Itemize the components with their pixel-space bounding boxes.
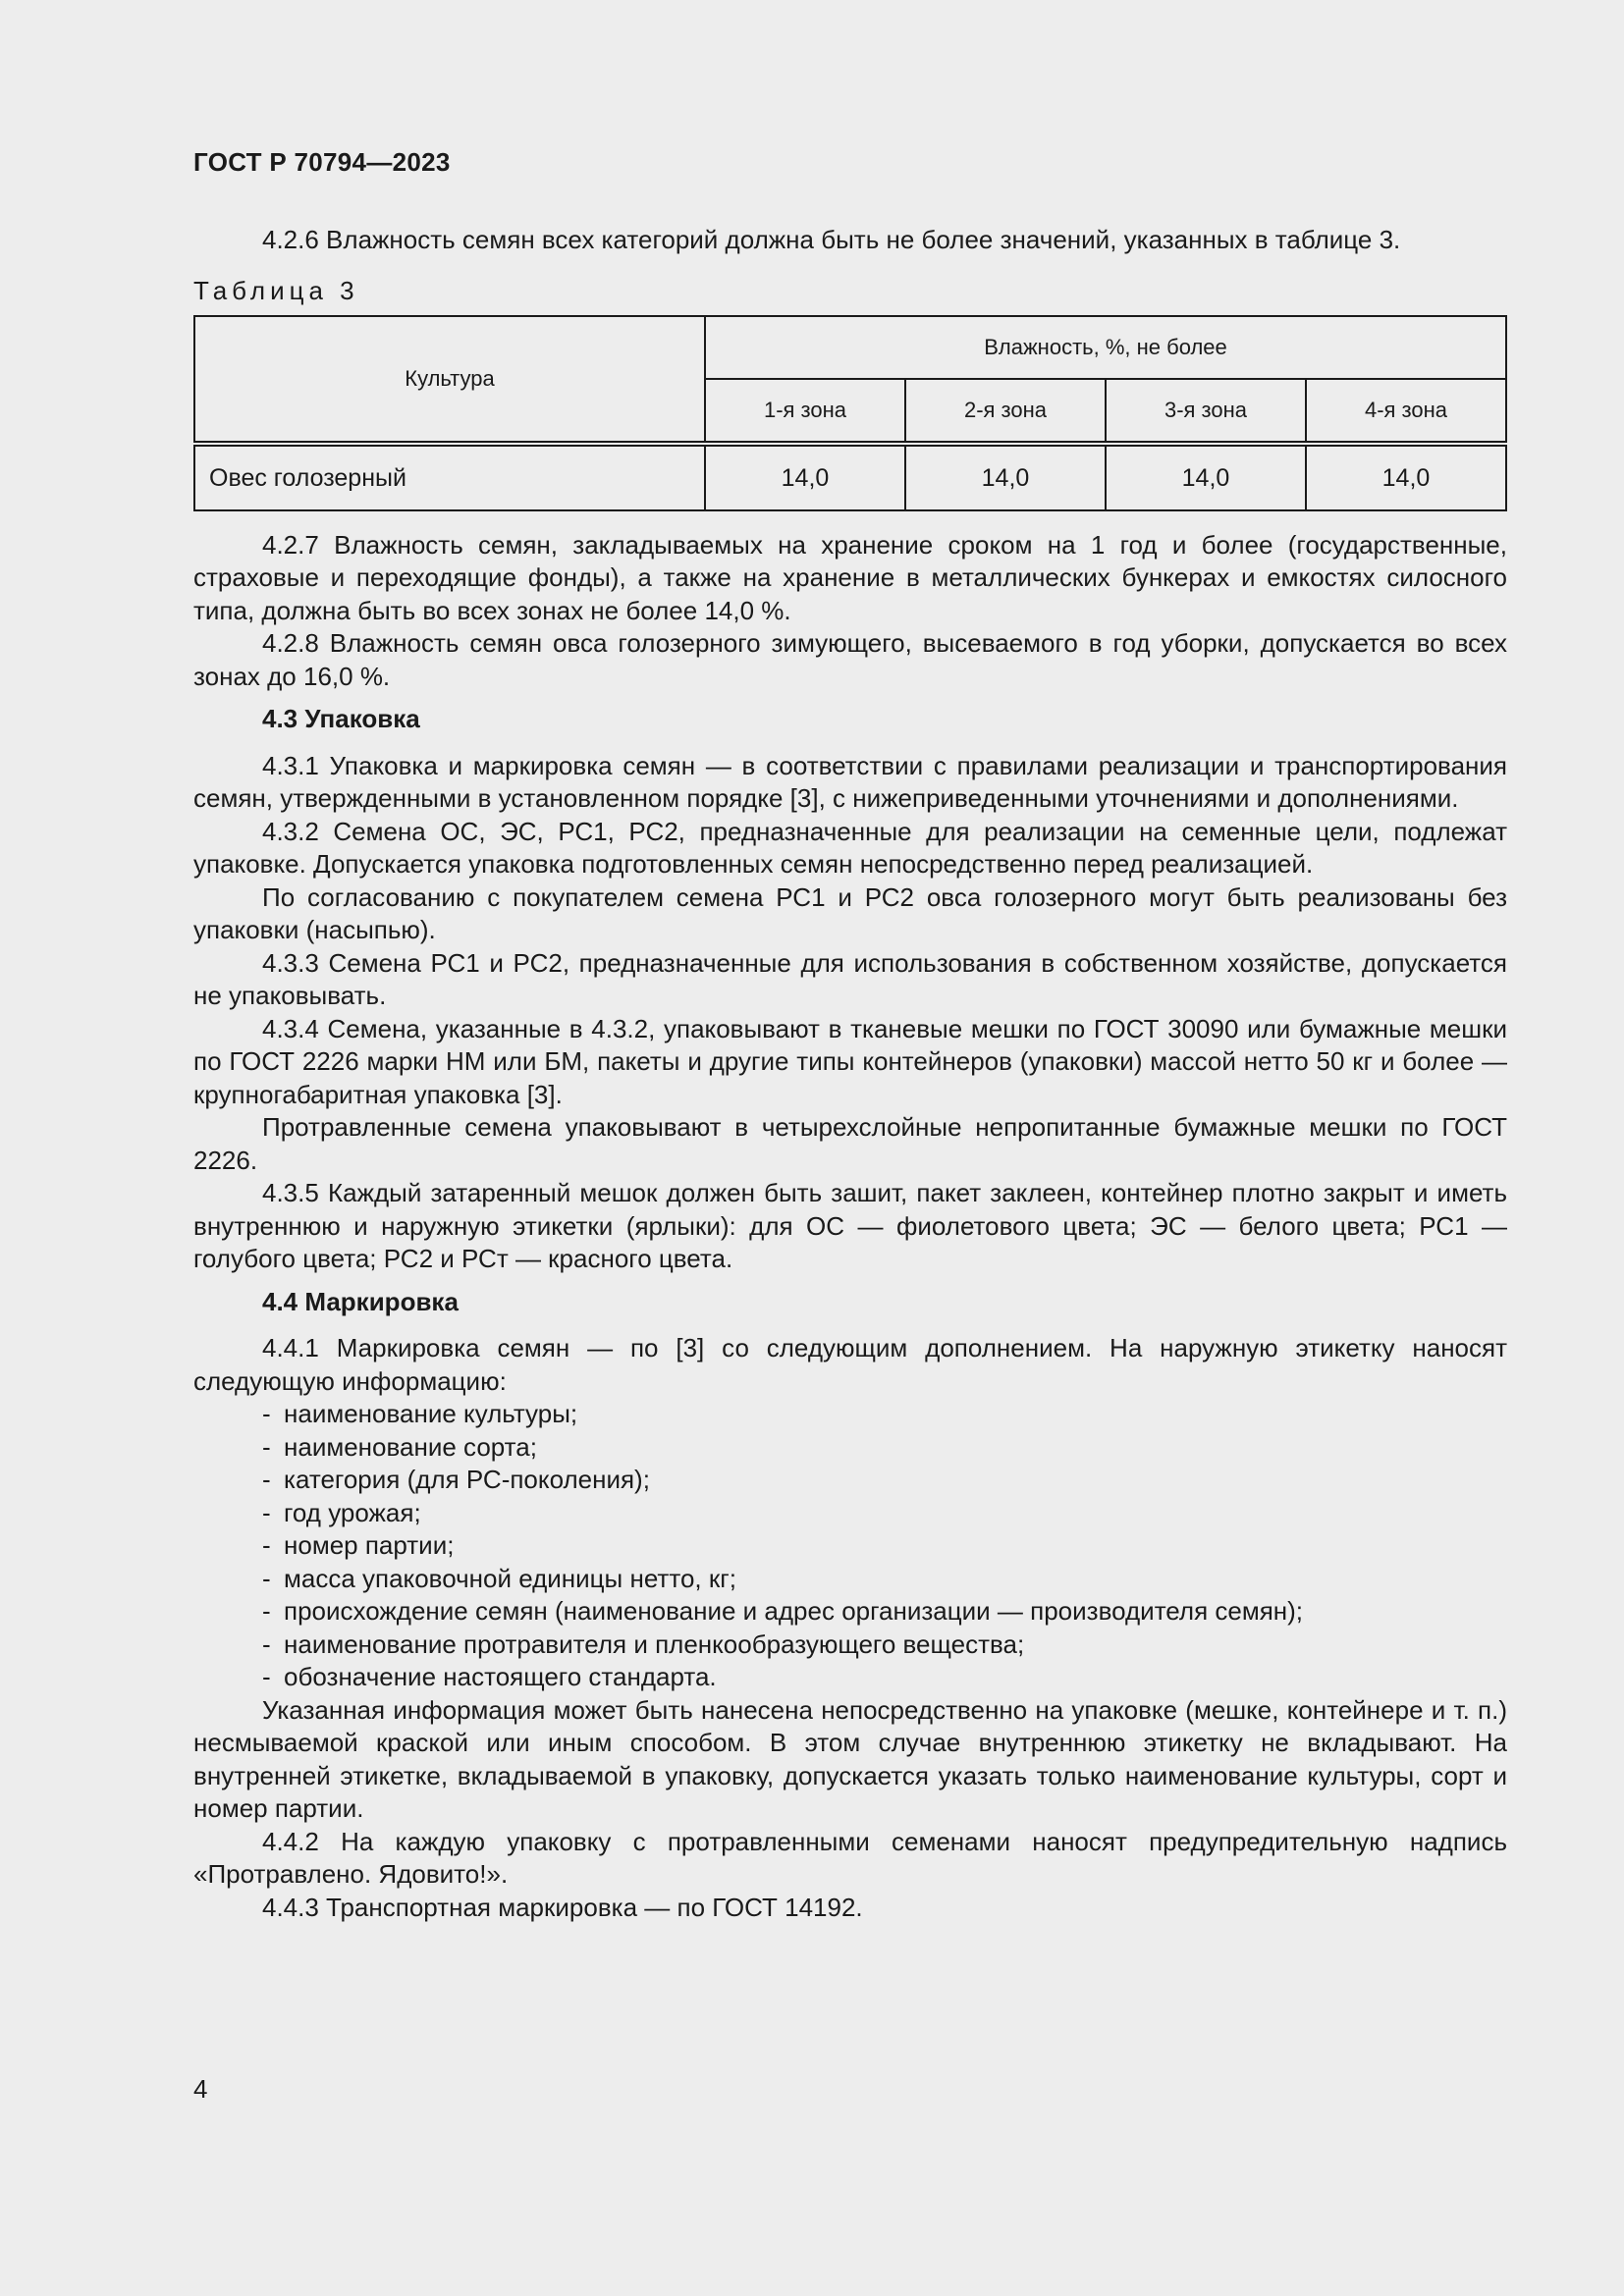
paragraph-4-4-2: 4.4.2 На каждую упаковку с протравленными семенами наносят предупредительную надпись «Протравлено. Ядовито!». bbox=[193, 1826, 1507, 1889]
cell-zone-3: 14,0 bbox=[1106, 444, 1306, 510]
header-zone-4: 4-я зона bbox=[1306, 379, 1506, 444]
paragraph-4-3-4-note: Протравленные семена упаковывают в четырехслойные непропитанные бумажные мешки по ГОСТ 2226. bbox=[193, 1112, 1507, 1175]
label-info-list bbox=[193, 1398, 1507, 1694]
header-crop: Культура bbox=[194, 316, 705, 444]
list-item: - год урожая; bbox=[262, 1497, 1507, 1530]
table-caption: Таблица 3 bbox=[193, 275, 359, 305]
header-zone-1: 1-я зона bbox=[705, 379, 905, 444]
paragraph-4-3-2-note: По согласованию с покупателем семена РС1 и РС2 овса голозерного могут быть реализованы без упаковки (насыпью). bbox=[193, 881, 1507, 944]
table-row bbox=[194, 444, 1506, 510]
paragraph-4-3-4: 4.3.4 Семена, указанные в 4.3.2, упаковывают в тканевые мешки по ГОСТ 30090 или бумажные мешки по ГОСТ 2226 марки НМ или БМ, пакеты и другие типы контейнеров (упаковки) массой нетто 50 кг и более — крупногабаритная упаковка [3]. bbox=[193, 1013, 1507, 1109]
cell-zone-4: 14,0 bbox=[1306, 444, 1506, 510]
list-item: - происхождение семян (наименование и адрес организации — производителя семян); bbox=[262, 1595, 1507, 1629]
document-header: ГОСТ Р 70794—2023 bbox=[193, 147, 451, 177]
list-item: - наименование протравителя и пленкообразующего вещества; bbox=[262, 1629, 1507, 1662]
list-item: - масса упаковочной единицы нетто, кг; bbox=[262, 1563, 1507, 1596]
paragraph-4-2-8: 4.2.8 Влажность семян овса голозерного зимующего, высеваемого в год уборки, допускается во всех зонах до 16,0 %. bbox=[193, 628, 1507, 691]
list-item: - номер партии; bbox=[262, 1529, 1507, 1563]
moisture-table bbox=[193, 315, 1507, 511]
paragraph-4-4-1-note: Указанная информация может быть нанесена непосредственно на упаковке (мешке, контейнере и т. п.) несмываемой краской или иным способом. В этом случае внутреннюю этикетку не вкладывают. На внутренней этикетке, вкладываемой в упаковку, допускается указать только наименование культуры, сорт и номер партии. bbox=[193, 1694, 1507, 1823]
document-body bbox=[193, 224, 1507, 1924]
list-item: - обозначение настоящего стандарта. bbox=[262, 1661, 1507, 1694]
section-heading-4-4: 4.4 Маркировка bbox=[262, 1286, 459, 1316]
paragraph-4-4-1: 4.4.1 Маркировка семян — по [3] со следующим дополнением. На наружную этикетку наносят следующую информацию: bbox=[193, 1333, 1507, 1396]
section-heading-4-3: 4.3 Упаковка bbox=[262, 704, 420, 733]
header-zone-3: 3-я зона bbox=[1106, 379, 1306, 444]
paragraph-4-2-6: 4.2.6 Влажность семян всех категорий должна быть не более значений, указанных в таблице 3. bbox=[262, 225, 1401, 254]
cell-zone-1: 14,0 bbox=[705, 444, 905, 510]
paragraph-4-3-5: 4.3.5 Каждый затаренный мешок должен быть зашит, пакет заклеен, контейнер плотно закрыт и иметь внутреннюю и наружную этикетки (ярлыки): для ОС — фиолетового цвета; ЭС — белого цвета; РС1 — голубого цвета; РС2 и РСт — красного цвета. bbox=[193, 1178, 1507, 1273]
page-number: 4 bbox=[193, 2074, 208, 2104]
list-item: - категория (для РС-поколения); bbox=[262, 1464, 1507, 1497]
paragraph-4-4-3: 4.4.3 Транспортная маркировка — по ГОСТ 14192. bbox=[262, 1892, 863, 1922]
paragraph-4-3-3: 4.3.3 Семена РС1 и РС2, предназначенные для использования в собственном хозяйстве, допускается не упаковывать. bbox=[193, 947, 1507, 1010]
header-zone-2: 2-я зона bbox=[905, 379, 1106, 444]
paragraph-4-3-1: 4.3.1 Упаковка и маркировка семян — в соответствии с правилами реализации и транспортирования семян, утвержденными в установленном порядке [3], с нижеприведенными уточнениями и дополнениями. bbox=[193, 750, 1507, 813]
cell-zone-2: 14,0 bbox=[905, 444, 1106, 510]
list-item: - наименование сорта; bbox=[262, 1431, 1507, 1465]
list-item: - наименование культуры; bbox=[262, 1398, 1507, 1431]
paragraph-4-3-2: 4.3.2 Семена ОС, ЭС, РС1, РС2, предназначенные для реализации на семенные цели, подлежат упаковке. Допускается упаковка подготовленных семян непосредственно перед реализацией. bbox=[193, 816, 1507, 879]
header-moisture-group: Влажность, %, не более bbox=[705, 316, 1506, 379]
cell-crop-name: Овес голозерный bbox=[194, 444, 705, 510]
paragraph-4-2-7: 4.2.7 Влажность семян, закладываемых на хранение сроком на 1 год и более (государственные, страховые и переходящие фонды), а также на хранение в металлических бункерах и емкостях силосного типа, должна быть во всех зонах не более 14,0 %. bbox=[193, 529, 1507, 625]
